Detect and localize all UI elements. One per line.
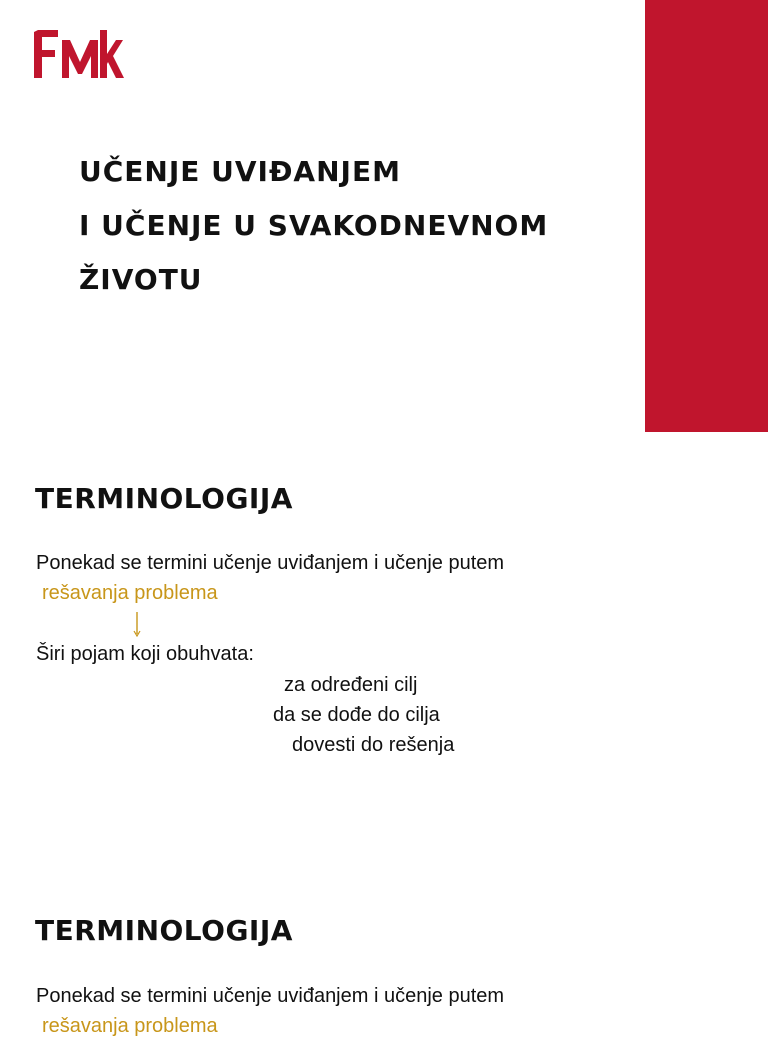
title-slide: [0, 0, 768, 432]
list-item: da se dođe do cilja: [273, 704, 440, 726]
presentation-title: [79, 145, 548, 307]
down-arrow-icon: [133, 611, 141, 637]
intro-text: Ponekad se termini učenje uviđanjem i učenje putem: [36, 552, 505, 574]
list-item: za određeni cilj: [284, 674, 418, 696]
title-line-3: ŽIVOTU: [79, 263, 203, 296]
red-accent-bar: [645, 0, 768, 432]
fmk-logo: [32, 28, 124, 80]
title-line-2: I UČENJE U SVAKODNEVNOM: [79, 209, 549, 242]
list-item: dovesti do rešenja: [292, 734, 455, 756]
terminology-slide-2: [0, 862, 768, 1037]
slide-heading: TERMINOLOGIJA: [35, 482, 293, 515]
terminology-slide: [0, 432, 768, 862]
highlight-text: rešavanja problema: [42, 582, 218, 604]
intro-text: Ponekad se termini učenje uviđanjem i učenje putem: [36, 985, 505, 1007]
title-line-1: UČENJE UVIĐANJEM: [79, 155, 401, 188]
highlight-text: rešavanja problema: [42, 1015, 218, 1037]
slide-heading: TERMINOLOGIJA: [35, 914, 293, 947]
broader-concept-text: Širi pojam koji obuhvata:: [36, 643, 254, 665]
